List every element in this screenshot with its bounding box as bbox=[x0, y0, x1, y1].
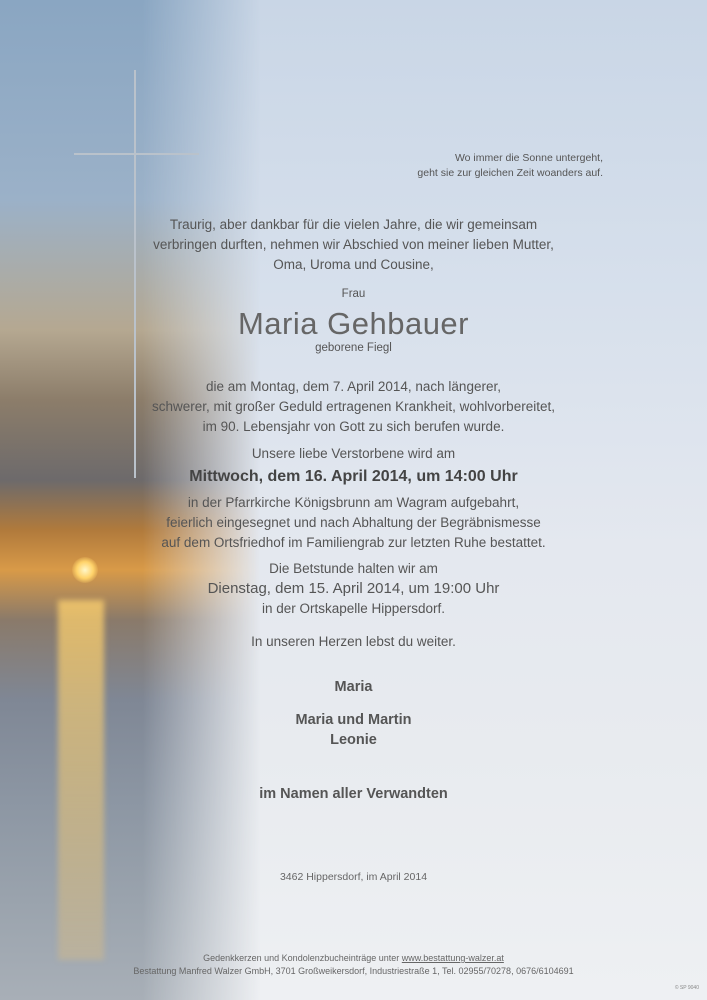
mourner-name: Maria bbox=[334, 679, 373, 695]
copyright-mark: © SP 9040 bbox=[674, 985, 699, 991]
footer-line bbox=[0, 952, 707, 965]
intro-line: Oma, Uroma und Cousine, bbox=[273, 257, 434, 272]
funeral-date: Mittwoch, dem 16. April 2014, um 14:00 Uhr bbox=[189, 468, 518, 485]
quote-line: Wo immer die Sonne untergeht, bbox=[454, 152, 603, 164]
death-notice bbox=[0, 377, 707, 437]
funeral-intro: Unsere liebe Verstorbene wird am bbox=[251, 446, 456, 461]
intro-line: verbringen durften, nehmen wir Abschied von meiner lieben Mutter, bbox=[153, 237, 554, 252]
mourner-name: Leonie bbox=[330, 732, 377, 748]
prayer-notice bbox=[0, 559, 707, 619]
prayer-intro: Die Betstunde halten wir am bbox=[269, 561, 438, 576]
death-notice-line: die am Montag, dem 7. April 2014, nach längerer, bbox=[206, 379, 501, 394]
closing-line: In unseren Herzen lebst du weiter. bbox=[251, 634, 456, 649]
footer-line: Bestattung Manfred Walzer GmbH, 3701 Großweikersdorf, Industriestraße 1, Tel. 02955/70278, 0676/6104691 bbox=[133, 966, 574, 976]
sun-reflection bbox=[58, 600, 104, 960]
death-notice-line: schwerer, mit großer Geduld ertragenen Krankheit, wohlvorbereitet, bbox=[152, 399, 555, 414]
funeral-line: in der Pfarrkirche Königsbrunn am Wagram aufgebahrt, bbox=[187, 495, 520, 510]
intro-line: Traurig, aber dankbar für die vielen Jahre, die wir gemeinsam bbox=[169, 217, 538, 232]
footer-text: Gedenkkerzen und Kondolenzbucheinträge unter bbox=[203, 953, 400, 963]
intro-text bbox=[0, 215, 707, 275]
relatives-line: im Namen aller Verwandten bbox=[259, 786, 448, 802]
birth-name: geborene Fiegl bbox=[315, 342, 392, 354]
funeral-line: auf dem Ortsfriedhof im Familiengrab zur letzten Ruhe bestattet. bbox=[161, 535, 546, 550]
place-date: 3462 Hippersdorf, im April 2014 bbox=[279, 871, 428, 883]
death-notice-line: im 90. Lebensjahr von Gott zu sich berufen wurde. bbox=[202, 419, 505, 434]
website-link[interactable]: www.bestattung-walzer.at bbox=[401, 953, 504, 963]
prayer-place: in der Ortskapelle Hippersdorf. bbox=[261, 601, 446, 616]
funeral-details bbox=[0, 493, 707, 553]
deceased-name: Maria Gehbauer bbox=[237, 306, 469, 341]
funeral-line: feierlich eingesegnet und nach Abhaltung der Begräbnismesse bbox=[166, 515, 541, 530]
quote bbox=[417, 151, 603, 181]
mourner-name: Maria und Martin bbox=[295, 712, 412, 728]
quote-line: geht sie zur gleichen Zeit woanders auf. bbox=[417, 167, 603, 179]
footer bbox=[0, 952, 707, 978]
prayer-date: Dienstag, dem 15. April 2014, um 19:00 Uhr bbox=[207, 580, 500, 597]
salutation: Frau bbox=[341, 288, 366, 300]
cross-icon-bar bbox=[74, 153, 199, 155]
